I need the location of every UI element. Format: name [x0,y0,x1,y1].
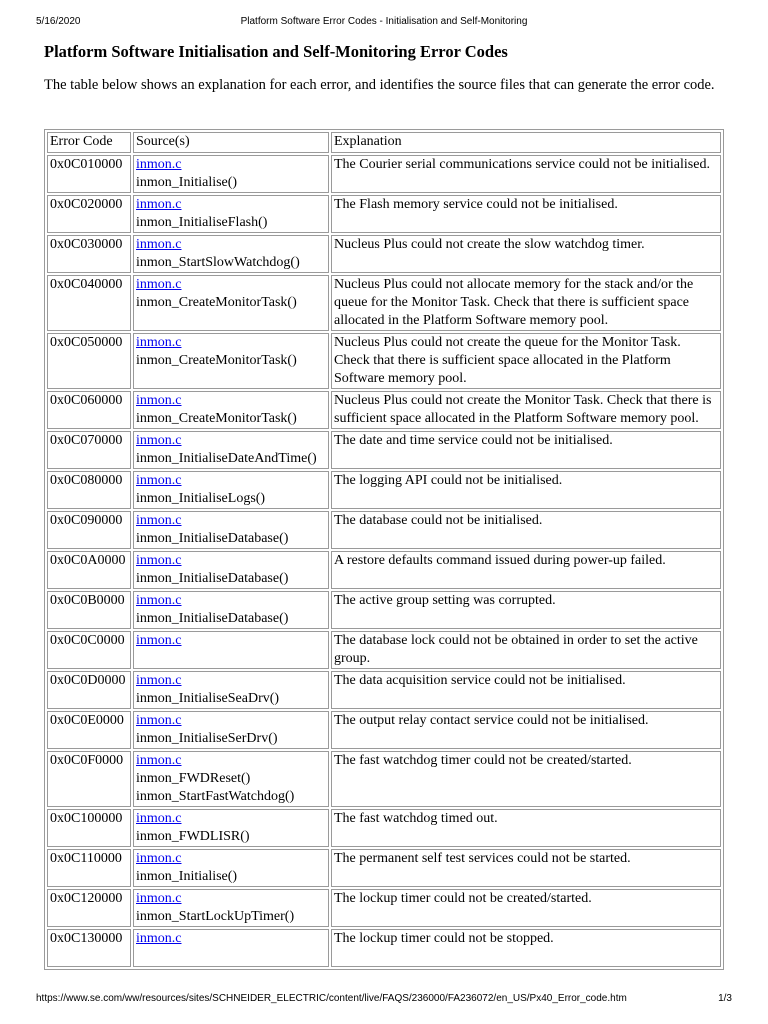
source-file-link[interactable]: inmon.c [136,553,182,568]
source-file-link[interactable]: inmon.c [136,891,182,906]
source-function: inmon_Initialise() [136,175,238,190]
table-row [47,155,721,193]
source-cell [133,751,329,807]
table-row [47,235,721,273]
explanation-cell: The database could not be initialised. [331,511,721,549]
source-cell [133,671,329,709]
print-date: 5/16/2020 [36,16,81,27]
source-cell [133,155,329,193]
explanation-cell: The permanent self test services could not be started. [331,849,721,887]
error-code-cell: 0x0C0D0000 [47,671,131,709]
source-file-link[interactable]: inmon.c [136,851,182,866]
error-code-cell: 0x0C030000 [47,235,131,273]
source-function: inmon_StartFastWatchdog() [136,789,295,804]
table-row [47,591,721,629]
error-code-table [44,129,724,970]
table-row [47,631,721,669]
table-row [47,849,721,887]
explanation-cell: The database lock could not be obtained in order to set the active group. [331,631,721,669]
print-url: https://www.se.com/ww/resources/sites/SCHNEIDER_ELECTRIC/content/live/FAQS/236000/FA236072/en_US/Px40_Error_code.htm [36,993,627,1004]
error-code-cell: 0x0C040000 [47,275,131,331]
source-file-link[interactable]: inmon.c [136,237,182,252]
table-body [47,155,721,967]
source-file-link[interactable]: inmon.c [136,713,182,728]
explanation-cell: The output relay contact service could not be initialised. [331,711,721,749]
source-file-link[interactable]: inmon.c [136,157,182,172]
explanation-cell: The fast watchdog timed out. [331,809,721,847]
error-code-cell: 0x0C110000 [47,849,131,887]
error-code-cell: 0x0C060000 [47,391,131,429]
print-header [36,16,732,30]
explanation-cell: The data acquisition service could not be initialised. [331,671,721,709]
source-function: inmon_StartSlowWatchdog() [136,255,300,270]
error-code-cell: 0x0C010000 [47,155,131,193]
source-file-link[interactable]: inmon.c [136,593,182,608]
source-function: inmon_Initialise() [136,869,238,884]
explanation-cell: Nucleus Plus could not create the queue for the Monitor Task. Check that there is sufficient space allocated in the Platform Software memory pool. [331,333,721,389]
source-function: inmon_StartLockUpTimer() [136,909,295,924]
table-row [47,671,721,709]
source-cell [133,235,329,273]
error-code-cell: 0x0C0B0000 [47,591,131,629]
source-function: inmon_CreateMonitorTask() [136,411,297,426]
source-file-link[interactable]: inmon.c [136,513,182,528]
source-cell [133,195,329,233]
source-file-link[interactable]: inmon.c [136,931,182,946]
table-row [47,551,721,589]
explanation-cell: The active group setting was corrupted. [331,591,721,629]
source-cell [133,471,329,509]
error-code-cell: 0x0C0A0000 [47,551,131,589]
table-row [47,751,721,807]
source-function: inmon_InitialiseDatabase() [136,531,289,546]
error-code-cell: 0x0C020000 [47,195,131,233]
source-cell [133,849,329,887]
source-file-link[interactable]: inmon.c [136,473,182,488]
error-code-cell: 0x0C050000 [47,333,131,389]
source-function: inmon_InitialiseSerDrv() [136,731,278,746]
table-row [47,711,721,749]
source-function: inmon_InitialiseFlash() [136,215,268,230]
source-cell [133,809,329,847]
source-cell [133,391,329,429]
error-code-cell: 0x0C080000 [47,471,131,509]
source-function: inmon_InitialiseSeaDrv() [136,691,280,706]
explanation-cell: A restore defaults command issued during power-up failed. [331,551,721,589]
empty-line [136,948,326,966]
intro-paragraph: The table below shows an explanation for each error, and identifies the source files that can generate the error code. [44,77,715,93]
source-cell [133,591,329,629]
error-code-cell: 0x0C120000 [47,889,131,927]
source-function: inmon_CreateMonitorTask() [136,353,297,368]
source-function: inmon_CreateMonitorTask() [136,295,297,310]
table-row [47,333,721,389]
source-cell [133,889,329,927]
explanation-cell: The Courier serial communications service could not be initialised. [331,155,721,193]
error-code-cell: 0x0C090000 [47,511,131,549]
table-row [47,391,721,429]
source-function: inmon_InitialiseDatabase() [136,571,289,586]
empty-line [136,650,326,668]
source-file-link[interactable]: inmon.c [136,633,182,648]
table-header-row [47,132,721,153]
table-row [47,431,721,469]
explanation-cell: Nucleus Plus could not create the slow watchdog timer. [331,235,721,273]
source-cell [133,511,329,549]
header-sources: Source(s) [133,132,329,153]
table-row [47,195,721,233]
source-file-link[interactable]: inmon.c [136,753,182,768]
source-cell [133,711,329,749]
error-code-cell: 0x0C070000 [47,431,131,469]
error-code-cell: 0x0C100000 [47,809,131,847]
source-file-link[interactable]: inmon.c [136,277,182,292]
source-function: inmon_FWDReset() [136,771,251,786]
source-file-link[interactable]: inmon.c [136,335,182,350]
page-heading: Platform Software Initialisation and Self-Monitoring Error Codes [44,42,508,61]
table-row [47,889,721,927]
print-footer [36,993,732,1007]
explanation-cell: The date and time service could not be initialised. [331,431,721,469]
source-function: inmon_InitialiseDatabase() [136,611,289,626]
explanation-cell: The logging API could not be initialised. [331,471,721,509]
explanation-cell: Nucleus Plus could not allocate memory for the stack and/or the queue for the Monitor Task. Check that there is sufficient space allocated in the Platform Software memory pool. [331,275,721,331]
table-row [47,809,721,847]
source-file-link[interactable]: inmon.c [136,393,182,408]
source-cell [133,631,329,669]
source-cell [133,551,329,589]
print-page-title: Platform Software Error Codes - Initialisation and Self-Monitoring [240,16,528,27]
source-file-link[interactable]: inmon.c [136,673,182,688]
header-error-code: Error Code [47,132,131,153]
source-cell [133,333,329,389]
table-row [47,929,721,967]
source-file-link[interactable]: inmon.c [136,433,182,448]
error-code-cell: 0x0C130000 [47,929,131,967]
explanation-cell: Nucleus Plus could not create the Monitor Task. Check that there is sufficient space allocated in the Platform Software memory pool. [331,391,721,429]
error-code-cell: 0x0C0C0000 [47,631,131,669]
explanation-cell: The Flash memory service could not be initialised. [331,195,721,233]
source-function: inmon_InitialiseDateAndTime() [136,451,317,466]
source-cell [133,929,329,967]
source-cell [133,431,329,469]
page-number: 1/3 [718,993,732,1004]
explanation-cell: The lockup timer could not be created/started. [331,889,721,927]
table-row [47,511,721,549]
source-cell [133,275,329,331]
error-code-cell: 0x0C0E0000 [47,711,131,749]
header-explanation: Explanation [331,132,721,153]
source-file-link[interactable]: inmon.c [136,811,182,826]
explanation-cell: The fast watchdog timer could not be created/started. [331,751,721,807]
source-file-link[interactable]: inmon.c [136,197,182,212]
table-row [47,275,721,331]
source-function: inmon_InitialiseLogs() [136,491,266,506]
error-code-cell: 0x0C0F0000 [47,751,131,807]
source-function: inmon_FWDLISR() [136,829,250,844]
explanation-cell: The lockup timer could not be stopped. [331,929,721,967]
table-row [47,471,721,509]
